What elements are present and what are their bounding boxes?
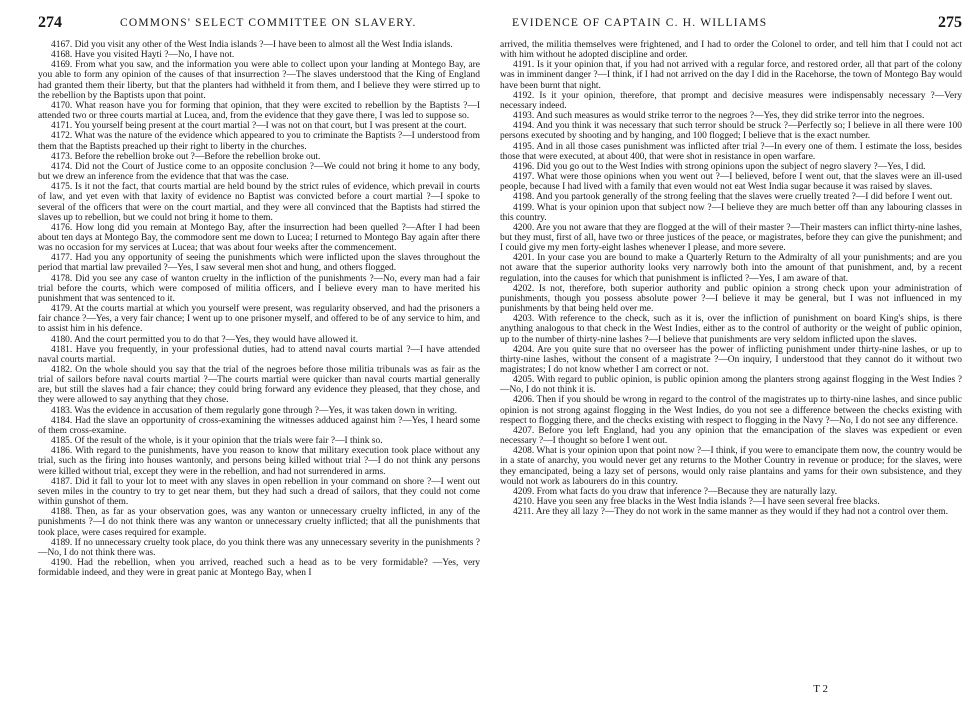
testimony-paragraph: 4181. Have you frequently, in your professional duties, had to attend naval courts martial ?—I have attended naval courts martial. (38, 344, 480, 365)
left-page-body (38, 40, 480, 578)
testimony-paragraph: 4203. With reference to the check, such as it is, over the infliction of punishment on board King's ships, is there anything analogous to that check in the West Indies, either as to the control of authority or the weight of public opinion, up to the number of thirty-nine lashes ?—I believe that punishments are very seldom inflicted upon the slaves. (500, 314, 962, 345)
testimony-paragraph: 4189. If no unnecessary cruelty took place, do you think there was any unnecessary severity in the punishments ?—No, I do not think there was. (38, 537, 480, 558)
testimony-paragraph: 4192. Is it your opinion, therefore, that prompt and decisive measures were indispensably necessary ?—Very necessary indeed. (500, 90, 962, 111)
right-header (500, 14, 962, 40)
right-page-body (500, 40, 962, 517)
signature-mark: T 2 (813, 683, 828, 695)
testimony-paragraph: 4197. What were those opinions when you went out ?—I believed, before I went out, that the slaves were an ill-used people, because I had lived with a family that even would not eat West India sugar because it was raised by slaves. (500, 172, 962, 193)
testimony-paragraph: 4198. And you partook generally of the strong feeling that the slaves were cruelly treated ?—I did before I went out. (513, 192, 953, 203)
left-running-head: COMMONS' SELECT COMMITTEE ON SLAVERY. (120, 17, 417, 29)
testimony-paragraph: 4200. Are you not aware that they are flogged at the will of their master ?—Their masters can inflict thirty-nine lashes, but they must, first of all, have two or three justices of the peace, or magistrates, before they can give the punishment; and I could give my men forty-eight lashes whenever I please, and more severe. (500, 222, 962, 254)
testimony-paragraph: 4211. Are they all lazy ?—They do not work in the same manner as they would if they had not a control over them. (513, 507, 948, 518)
right-page-number: 275 (938, 14, 962, 31)
testimony-paragraph: 4195. And in all those cases punishment was inflicted after trial ?—In every one of them. I estimate the loss, besides those that were executed, at about 400, that were shot in resistance in open warfare. (500, 141, 962, 162)
testimony-paragraph: 4188. Then, as far as your observation goes, was any wanton or unnecessary cruelty inflicted, in any of the punishments ?—I do not think there was any wanton or unnecessary cruelty inflicted; that all the punishments that took place, were cases required for example. (38, 507, 480, 538)
testimony-paragraph: 4193. And such measures as would strike terror to the negroes ?—Yes, they did strike terror into the negroes. (513, 111, 925, 122)
testimony-paragraph: 4187. Did it fall to your lot to meet with any slaves in open rebellion in your command on shore ?—I went out seven miles in the country to try to get near them, but they had such a dread of sailors, that they could not come within gunshot of them. (38, 476, 480, 508)
right-page (490, 0, 980, 711)
left-header (38, 14, 480, 40)
left-page-number: 274 (38, 14, 62, 31)
testimony-paragraph: 4194. And you think it was necessary that such terror should be struck ?—Perfectly so; I believe in all there were 100 persons executed by shooting and by hanging, and 100 flogged; I believe that is the exact number. (500, 121, 962, 142)
testimony-paragraph: 4210. Have you seen any free blacks in the West India islands ?—I have seen several free blacks. (513, 497, 880, 508)
testimony-paragraph: 4171. You yourself being present at the court martial ?—I was not on that court, but I was present at the court. (51, 121, 467, 132)
testimony-paragraph: 4179. At the courts martial at which you yourself were present, was regularity observed, and had the prisoners a fair chance ?—Yes, a very fair chance; I went up to one prisoner myself, and offered to be of any service to him, and to assist him in his defence. (38, 304, 480, 335)
testimony-paragraph: 4182. On the whole should you say that the trial of the negroes before those militia tribunals was as fair as the trial of sailors before naval courts martial ?—The courts martial were quicker than naval courts martial generally are, but still the slaves had a fair chance; they could bring forward any evidence they pleased, that they chose, and they were allowed to say anything that they chose. (38, 365, 480, 406)
testimony-paragraph: 4167. Did you visit any other of the West India islands ?—I have been to almost all the West India islands. (51, 40, 453, 50)
testimony-paragraph: 4183. Was the evidence in accusation of them regularly gone through ?—Yes, it was taken down in writing. (51, 405, 457, 416)
testimony-paragraph: 4175. Is it not the fact, that courts martial are held bound by the strict rules of evidence, which prevail in courts of law, and yet even with that laxity of evidence no Baptist was convicted before a court martial ?—I spoke to several of the officers that were on the court martial, and they were all convinced that the Baptists had stirred the slaves up to rebellion, but we could not bring it home to them. (38, 182, 480, 223)
testimony-paragraph: 4202. Is not, therefore, both superior authority and public opinion a strong check upon your administration of punishments, though you possess absolute power ?—I believe it may be general, but I was not influenced in my punishments by that being held over me. (500, 283, 962, 315)
testimony-paragraph: 4170. What reason have you for forming that opinion, that they were excited to rebellion by the Baptists ?—I attended two or three courts martial at Lucea, and, from the evidence that they gave there, I was led to suppose so. (38, 100, 480, 122)
testimony-paragraph: 4207. Before you left England, had you any opinion that the emancipation of the slaves was expedient or even necessary ?—I thought so before I went out. (500, 425, 962, 447)
testimony-paragraph: 4176. How long did you remain at Montego Bay, after the insurrection had been quelled ?—After I had been about ten days at Montego Bay, the commodore sent me down to Lucea; I returned to Montego Bay again after there was no occasion for my services at Lucea; that was about four weeks after the commencement. (38, 222, 480, 254)
testimony-paragraph: 4199. What is your opinion upon that subject now ?—I believe they are much better off than any labouring classes in this country. (500, 202, 962, 223)
testimony-paragraph: 4172. What was the nature of the evidence which appeared to you to criminate the Baptists ?—I understood from them that the Baptists preached up their right to liberty in the churches. (38, 131, 480, 152)
testimony-paragraph: 4184. Had the slave an opportunity of cross-examining the witnesses adduced against him ?—Yes, I heard some of them cross-examine. (38, 415, 480, 436)
testimony-paragraph: 4168. Have you visited Hayti ?—No, I have not. (51, 50, 235, 61)
testimony-paragraph: 4205. With regard to public opinion, is public opinion among the planters strong against flogging in the West Indies ?—No, I do not think it is. (500, 375, 962, 396)
testimony-paragraph: 4180. And the court permitted you to do that ?—Yes, they would have allowed it. (51, 334, 359, 345)
testimony-paragraph: 4185. Of the result of the whole, is it your opinion that the trials were fair ?—I think so. (51, 436, 383, 447)
testimony-paragraph: 4178. Did you see any case of wanton cruelty in the infliction of the punishments ?—No, every man had a fair trial before the courts, which were composed of militia officers, and I believe every man to have merited his punishment that was sentenced to it. (38, 273, 480, 304)
testimony-paragraph: 4169. From what you saw, and the information you were able to collect upon your landing at Montego Bay, are you able to form any opinion of the causes of that insurrection ?—The slaves understood that the King of England had granted them their liberty, but that the planters had withheld it from them, and I believe they were stirred up to the rebellion by the Baptists upon that point. (38, 60, 480, 101)
testimony-paragraph: 4190. Had the rebellion, when you arrived, reached such a head as to be very formidable? —Yes, very formidable indeed, and they were in great panic at Montego Bay, when I (38, 557, 480, 579)
testimony-paragraph: 4191. Is it your opinion that, if you had not arrived with a regular force, and restored order, all that part of the colony was in imminent danger ?—I think, if I had not arrived on the day I did in the Racehorse, the town of Montego Bay would have been burnt that night. (500, 60, 962, 91)
testimony-paragraph: 4196. Did you go out to the West Indies with strong opinions upon the subject of negro slavery ?—Yes, I did. (513, 161, 926, 172)
testimony-paragraph: 4208. What is your opinion upon that point now ?—I think, if you were to emancipate them now, the country would be in a state of anarchy, you would never get any returns to the Mother Country in revenue or produce; for the slaves, were they emancipated, being a lazy set of persons, would only raise plantains and yams for their own subsistence, and they would not work as labourers do in this country. (500, 446, 962, 487)
testimony-paragraph: 4206. Then if you should be wrong in regard to the control of the magistrates up to thirty-nine lashes, and since public opinion is not strong against flogging in the West Indies, do you not see a difference between the checks existing with respect to flogging there, and the checks existing with respect to flogging in the Navy ?—No, I do not see any difference. (500, 395, 962, 426)
testimony-paragraph: 4201. In your case you are bound to make a Quarterly Return to the Admiralty of all your punishments; and are you not aware that the superior authority looks very narrowly both into the amount of that punishment, and, by a recent regulation, into the causes for which that punishment is inflicted ?—Yes, I am aware of that. (500, 253, 962, 284)
testimony-paragraph: arrived, the militia themselves were frightened, and I had to order the Colonel to order, and tell him that I could not act with him without he adopted discipline and order. (500, 40, 962, 61)
testimony-paragraph: 4177. Had you any opportunity of seeing the punishments which were inflicted upon the slaves throughout the period that martial law prevailed ?—Yes, I saw several men shot and hung, and others flogged. (38, 253, 480, 274)
testimony-paragraph: 4209. From what facts do you draw that inference ?—Because they are naturally lazy. (513, 486, 838, 497)
right-running-head: EVIDENCE OF CAPTAIN C. H. WILLIAMS (512, 17, 768, 29)
testimony-paragraph: 4173. Before the rebellion broke out ?—Before the rebellion broke out. (51, 151, 321, 162)
testimony-paragraph: 4186. With regard to the punishments, have you reason to know that military execution took place without any trial, such as the firing into houses wantonly, and persons being killed without trial ?—I do not think any persons were killed without trial, except they were in the rebellion, and had not surrendered in arms. (38, 446, 480, 477)
testimony-paragraph: 4204. Are you quite sure that no overseer has the power of inflicting punishment under thirty-nine lashes, or up to thirty-nine lashes, without the consent of a magistrate ?—On inquiry, I understood that they cannot do it without two magistrates; I do not know whether I am correct or not. (500, 344, 962, 375)
testimony-paragraph: 4174. Did not the Court of Justice come to an opposite conclusion ?—We could not bring it home to any body, but we drew an inference from the evidence that that was the case. (38, 161, 480, 183)
